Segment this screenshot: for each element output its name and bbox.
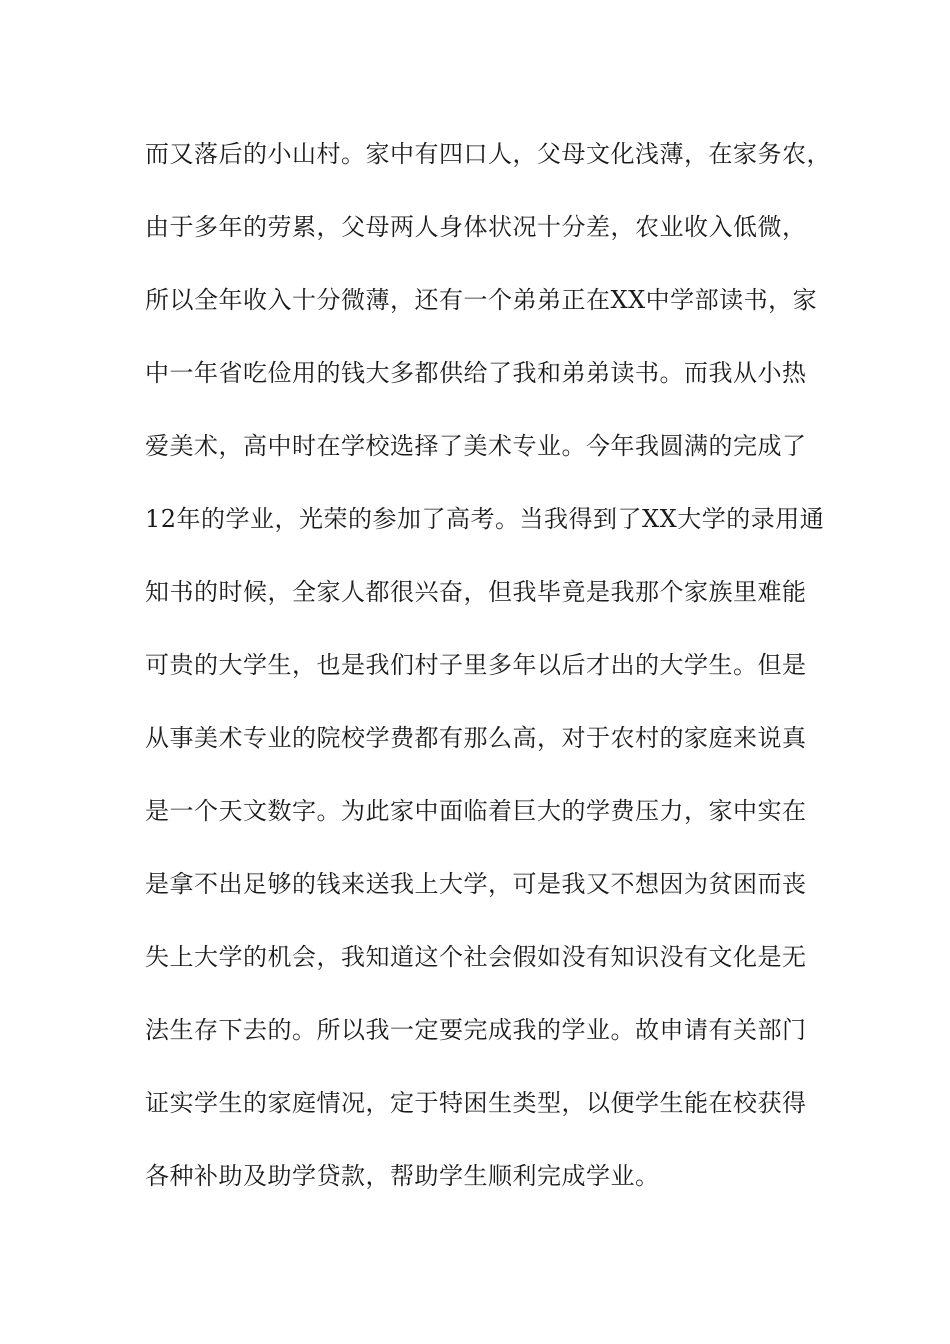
text-line: 是拿不出足够的钱来送我上大学，可是我又不想因为贫困而丧 — [145, 870, 807, 898]
text-line: 可贵的大学生，也是我们村子里多年以后才出的大学生。但是 — [145, 651, 807, 679]
text-line: 各种补助及助学贷款，帮助学生顺利完成学业。 — [145, 1162, 660, 1190]
text-line: 证实学生的家庭情况，定于特困生类型，以便学生能在校获得 — [145, 1089, 807, 1117]
document-body — [145, 126, 845, 1205]
text-line: 失上大学的机会，我知道这个社会假如没有知识没有文化是无 — [145, 943, 807, 971]
text-line: 由于多年的劳累，父母两人身体状况十分差，农业收入低微， — [145, 213, 807, 241]
text-line: 所以全年收入十分微薄，还有一个弟弟正在XX中学部读书，家 — [145, 286, 818, 314]
text-line: 知书的时候，全家人都很兴奋，但我毕竟是我那个家族里难能 — [145, 578, 807, 606]
text-line: 法生存下去的。所以我一定要完成我的学业。故申请有关部门 — [145, 1016, 807, 1044]
text-line: 从事美术专业的院校学费都有那么高，对于农村的家庭来说真 — [145, 724, 807, 752]
text-line: 是一个天文数字。为此家中面临着巨大的学费压力，家中实在 — [145, 797, 807, 825]
text-line: 而又落后的小山村。家中有四口人，父母文化浅薄，在家务农， — [145, 140, 831, 168]
text-line: 爱美术，高中时在学校选择了美术专业。今年我圆满的完成了 — [145, 432, 807, 460]
text-line: 中一年省吃俭用的钱大多都供给了我和弟弟读书。而我从小热 — [145, 359, 807, 387]
text-line: 12年的学业，光荣的参加了高考。当我得到了XX大学的录用通 — [145, 505, 825, 533]
